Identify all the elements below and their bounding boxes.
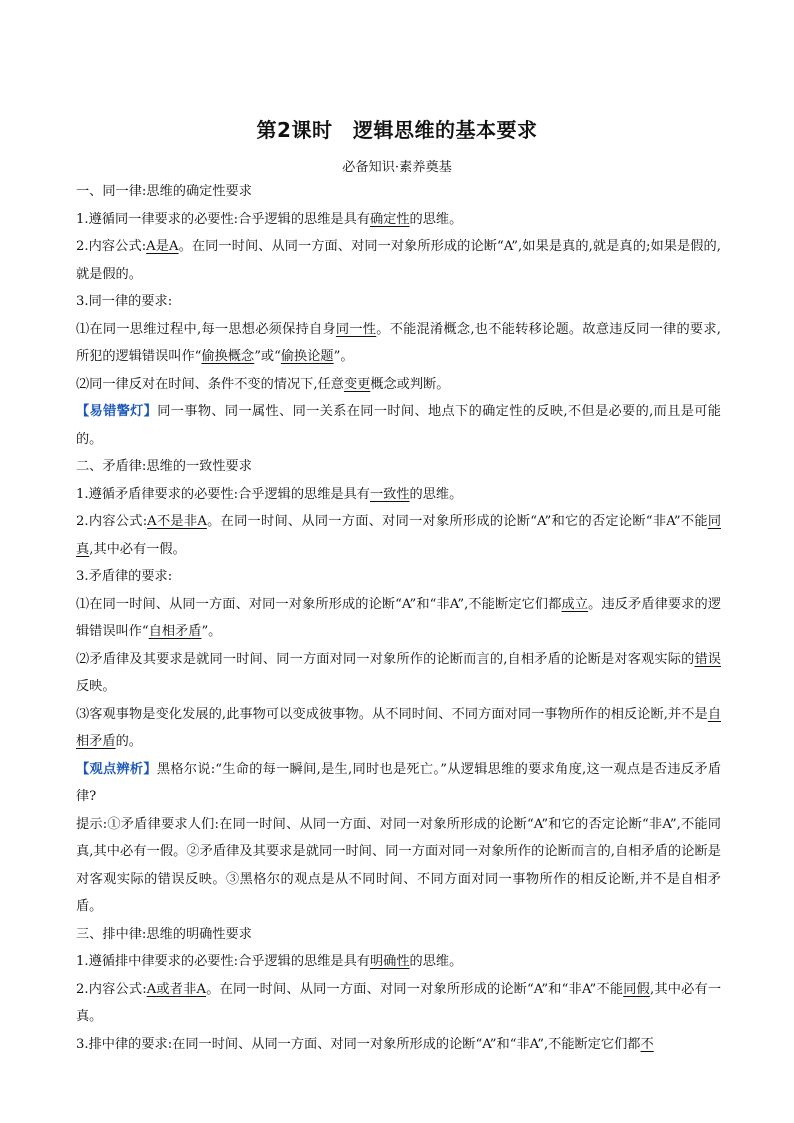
text: 1.遵循排中律要求的必要性:合乎逻辑的思维是具有: [76, 954, 370, 969]
text: ”或“: [254, 349, 281, 364]
underlined-term: A不是非A: [147, 514, 207, 529]
underlined-term: 同一性: [335, 321, 377, 337]
text: 3.排中律的要求:在同一时间、从同一方面、对同一对象所形成的论断“A”和“非A”,不能断定它们都: [76, 1036, 641, 1052]
sec2-paragraph-6: [76, 701, 721, 756]
text: 2.内容公式:: [76, 514, 148, 529]
text: 的思维。: [409, 954, 463, 969]
underlined-term: 确定性: [369, 211, 410, 227]
viewpoint-tag: 【观点辨析】: [76, 761, 157, 777]
sec1-paragraph-3: 3.同一律的要求:: [76, 294, 173, 309]
sec2-paragraph-4: [76, 591, 721, 646]
sec1-paragraph-5: [76, 371, 721, 399]
text: 的。: [115, 734, 142, 749]
text: 。在同一时间、从同一方面、对同一对象所形成的论断“A”和它的否定论断“非A”不能: [206, 514, 708, 529]
sec1-paragraph-2: [76, 233, 721, 288]
underlined-term: 变更: [343, 376, 371, 392]
text: 黑格尔说:“生命的每一瞬间,是生,同时也是死亡。”从逻辑思维的要求角度,这一观点是否违反矛盾律?: [76, 761, 722, 804]
text: ”。: [333, 349, 354, 364]
underlined-term: 错误: [694, 651, 721, 667]
text: 。在同一时间、从同一方面、对同一对象所形成的论断“A”,如果是真的,就是真的;如果是假的,就是假的。: [76, 239, 721, 282]
text: ,其中必有一假。: [89, 541, 186, 557]
underlined-term: 不: [640, 1036, 654, 1052]
sec1-warning: [76, 398, 721, 453]
underlined-term: 同假: [623, 981, 650, 997]
text: ⑴在同一思维过程中,每一思想必须保持自身: [76, 321, 336, 337]
underlined-term: 同真: [76, 514, 721, 557]
text: 2.内容公式:: [76, 981, 147, 997]
underlined-term: 明确性: [369, 954, 410, 969]
text: ⑶客观事物是变化发展的,此事物可以变成彼事物。从不同时间、不同方面对同一事物所作的相反论断,并不是: [76, 706, 708, 722]
sec2-viewpoint: [76, 756, 721, 811]
sec2-hint: 提示:①矛盾律要求人们:在同一时间、从同一方面、对同一对象所形成的论断“A”和它的否定论断“非A”,不能同真,其中必有一假。②矛盾律及其要求是就同一时间、同一方面对同一对象所作的论断而言的,自相矛盾的论断是对客观实际的错误反映。③黑格尔的观点是从不同时间、不同方面对同一事物所作的相反论断,并不是自相矛盾。: [76, 816, 721, 914]
text: ⑴在同一时间、从同一方面、对同一对象所形成的论断“A”和“非A”,不能断定它们都: [76, 596, 562, 612]
text: 概念或判断。: [370, 376, 450, 392]
section-2-heading: 二、矛盾律:思维的一致性要求: [76, 459, 252, 474]
text: ⑵同一律反对在时间、条件不变的情况下,任意: [76, 376, 344, 392]
text: 的思维。: [409, 486, 463, 502]
section-1-heading: 一、同一律:思维的确定性要求: [76, 184, 252, 199]
text: 。不能混淆概念,也不能转移论题。故意违反同一律的要求,所犯的逻辑错误叫作“: [76, 321, 722, 364]
text: 反映。: [76, 679, 116, 694]
underlined-term: 自相矛盾: [76, 706, 721, 749]
text: 2.内容公式:: [76, 239, 147, 254]
underlined-term: A是A: [146, 239, 179, 254]
underlined-term: 成立: [561, 596, 589, 612]
underlined-term: 自相矛盾: [148, 624, 202, 639]
sec1-paragraph-1: [76, 206, 721, 234]
text: 同一事物、同一属性、同一关系在同一时间、地点下的确定性的反映,不但是必要的,而且是可能的。: [76, 404, 721, 447]
text: 。在同一时间、从同一方面、对同一对象所形成的论断“A”和“非A”不能: [206, 981, 624, 997]
page-title: 第2课时 逻辑思维的基本要求: [256, 118, 538, 142]
underlined-term: A或者非A: [146, 981, 207, 997]
section-3-heading: 三、排中律:思维的明确性要求: [76, 926, 252, 942]
sec1-paragraph-4: [76, 316, 721, 371]
warning-tag: 【易错警灯】: [76, 404, 158, 419]
text: 1.遵循同一律要求的必要性:合乎逻辑的思维是具有: [76, 211, 370, 227]
document-body: [76, 178, 721, 1058]
sec2-paragraph-5: [76, 646, 721, 701]
text: 。违反矛盾律要求的逻辑错误叫作“: [76, 596, 722, 639]
sec3-paragraph-2: [76, 976, 721, 1031]
page-subtitle: 必备知识·素养奠基: [342, 160, 452, 175]
sec2-paragraph-3: 3.矛盾律的要求:: [76, 569, 173, 584]
sec3-paragraph-1: [76, 948, 721, 976]
underlined-term: 偷换概念: [201, 349, 255, 364]
sec2-paragraph-1: [76, 481, 721, 509]
text: 的思维。: [409, 211, 463, 227]
underlined-term: 一致性: [369, 486, 410, 502]
text: 1.遵循矛盾律要求的必要性:合乎逻辑的思维是具有: [76, 486, 370, 502]
underlined-term: 偷换论题: [280, 349, 334, 364]
text: ⑵矛盾律及其要求是就同一时间、同一方面对同一对象所作的论断而言的,自相矛盾的论断是对客观实际的: [76, 651, 695, 667]
sec2-paragraph-2: [76, 508, 721, 563]
text: ”。: [201, 624, 222, 639]
sec3-paragraph-3: [76, 1031, 721, 1059]
text: ,其中必有一真。: [76, 981, 722, 1024]
